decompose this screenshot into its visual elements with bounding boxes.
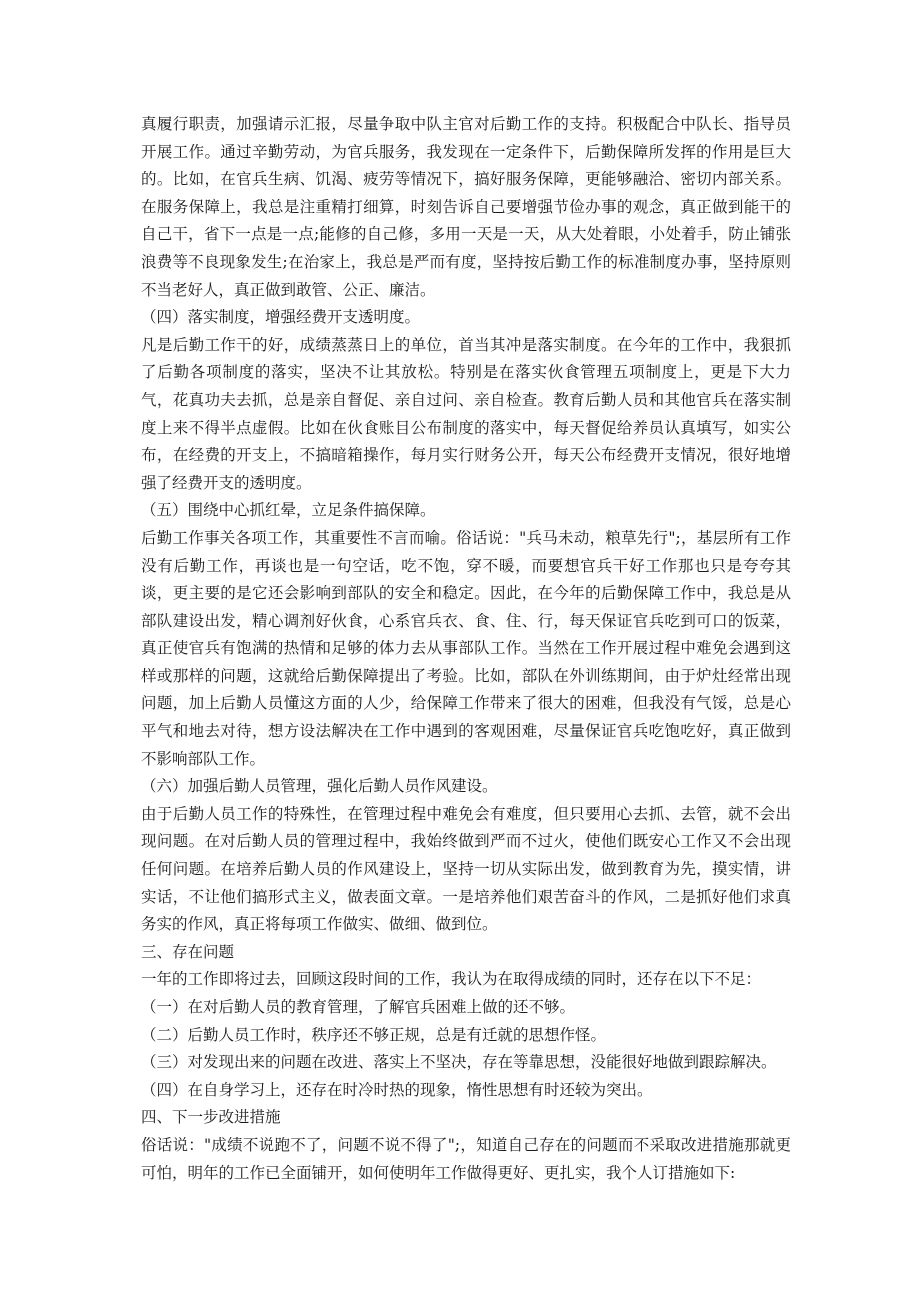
- heading-existing-problems: 三、存在问题: [141, 942, 235, 961]
- heading-improvement-measures: 四、下一步改进措施: [141, 1108, 281, 1127]
- paragraph-logistics-support: 后勤工作事关各项工作，其重要性不言而喻。俗话说："兵马未动，粮草先行";，基层所有工作没有后勤工作，再谈也是一句空话，吃不饱，穿不暖，而要想官兵干好工作那也只是夸夸其谈，更主要的是它还会影响到部队的安全和稳定。因此，在今年的后勤保障工作中，我总是从部队建设出发，精心调剂好伙食，心系官兵衣、食、住、行，每天保证官兵吃到可口的饭菜，真正使官兵有饱满的热情和足够的体力去从事部队工作。当然在工作开展过程中难免会遇到这样或那样的问题，这就给后勤保障提出了考验。比如，部队在外训练期间，由于炉灶经常出现问题，加上后勤人员懂这方面的人少，给保障工作带来了很大的困难，但我没有气馁，总是心平气和地去对待，想方设法解决在工作中遇到的客观困难，尽量保证官兵吃饱吃好，真正做到不影响部队工作。: [141, 528, 791, 768]
- paragraph-regulations: 凡是后勤工作干的好，成绩蒸蒸日上的单位，首当其冲是落实制度。在今年的工作中，我狠抓了后勤各项制度的落实，坚决不让其放松。特别是在落实伙食管理五项制度上，更是下大力气，花真功夫去抓，总是亲自督促、亲自过问、亲自检查。教育后勤人员和其他官兵在落实制度上来不得半点虚假。比如在伙食账目公布制度的落实中，每天督促给养员认真填写，如实公布，在经费的开支上，不搞暗箱操作，每月实行财务公开，每天公布经费开支情况，很好地增强了经费开支的透明度。: [141, 335, 791, 492]
- heading-section-4: （四）落实制度，增强经费开支透明度。: [141, 308, 421, 327]
- heading-section-5: （五）围绕中心抓红晕，立足条件搞保障。: [141, 501, 436, 520]
- problem-item-2: （二）后勤人员工作时，秩序还不够正规，总是有迁就的思想作怪。: [141, 1025, 607, 1044]
- paragraph-measures-intro: 俗话说："成绩不说跑不了，问题不说不得了";，知道自己存在的问题而不采取改进措施那就更可怕，明年的工作已全面铺开，如何使明年工作做得更好、更扎实，我个人订措施如下:: [141, 1135, 791, 1182]
- paragraph-problems-intro: 一年的工作即将过去，回顾这段时间的工作，我认为在取得成绩的同时，还存在以下不足：: [141, 970, 762, 989]
- problem-item-1: （一）在对后勤人员的教育管理，了解官兵困难上做的还不够。: [141, 998, 576, 1016]
- paragraph-duties: 真履行职责，加强请示汇报，尽量争取中队主官对后勤工作的支持。积极配合中队长、指导员开展工作。通过辛勤劳动，为官兵服务，我发现在一定条件下，后勤保障所发挥的作用是巨大的。比如，在官兵生病、饥渴、疲劳等情况下，搞好服务保障，更能够融洽、密切内部关系。在服务保障上，我总是注重精打细算，时刻告诉自己要增强节俭办事的观念，真正做到能干的自己干，省下一点是一点;能修的自己修，多用一天是一天，从大处着眼，小处着手，防止铺张浪费等不良现象发生;在治家上，我总是严而有度，坚持按后勤工作的标准制度办事，坚持原则不当老好人，真正做到敢管、公正、廉洁。: [141, 115, 791, 299]
- problem-item-4: （四）在自身学习上，还存在时冷时热的现象，惰性思想有时还较为突出。: [141, 1080, 653, 1099]
- document-page: [141, 111, 791, 1187]
- heading-section-6: （六）加强后勤人员管理，强化后勤人员作风建设。: [141, 777, 498, 796]
- paragraph-personnel-management: 由于后勤人员工作的特殊性，在管理过程中难免会有难度，但只要用心去抓、去管，就不会出现问题。在对后勤人员的管理过程中，我始终做到严而不过火，使他们既安心工作又不会出现任何问题。在培养后勤人员的作风建设上，坚持一切从实际出发，做到教育为先，摸实情，讲实话，不让他们搞形式主义，做表面文章。一是培养他们艰苦奋斗的作风，二是抓好他们求真务实的作风，真正将每项工作做实、做细、做到位。: [141, 804, 791, 934]
- problem-item-3: （三）对发现出来的问题在改进、落实上不坚决，存在等靠思想，没能很好地做到跟踪解决。: [141, 1053, 777, 1072]
